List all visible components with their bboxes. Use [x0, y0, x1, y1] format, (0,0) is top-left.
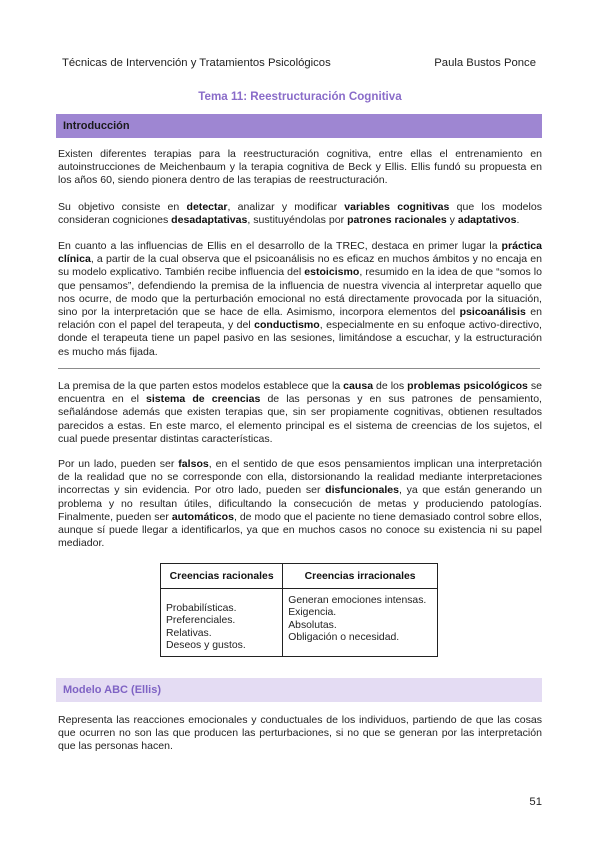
- text-run: En cuanto a las influencias de Ellis en el desarrollo de la TREC, destaca en primer lugar la: [58, 240, 502, 252]
- rational-beliefs-cell: [161, 589, 283, 657]
- list-item: Exigencia.: [288, 607, 337, 619]
- paragraph-3: [58, 240, 542, 359]
- bold-term: conductismo: [254, 319, 320, 332]
- bold-term: automáticos: [171, 510, 234, 523]
- list-item: Relativas.: [166, 627, 212, 639]
- bold-term: práctica clínica: [58, 240, 542, 266]
- section-abc-heading: [56, 678, 542, 702]
- list-item: Probabilísticas.: [166, 603, 237, 614]
- paragraph-6: [58, 714, 542, 754]
- text-run: se encuentra en el: [58, 380, 543, 406]
- table-header-row: [161, 564, 438, 589]
- bold-term: adaptativos: [457, 214, 517, 227]
- page-title: Tema 11: Reestructuración Cognitiva: [198, 90, 402, 103]
- text-run: Su objetivo consiste en: [58, 201, 187, 213]
- bold-term: estoicismo: [304, 266, 360, 279]
- text-run: , sustituyéndolas por: [247, 214, 348, 227]
- header-rational-beliefs: Creencias racionales: [161, 564, 283, 589]
- bold-term: variables cognitivas: [344, 201, 450, 213]
- section-abc-label: Modelo ABC (Ellis): [63, 684, 161, 696]
- bold-term: patrones racionales: [347, 214, 447, 227]
- header-author: Paula Bustos Ponce: [434, 57, 536, 69]
- text-run: Existen diferentes terapias para la reestructuración cognitiva, entre ellas el entrenamiento en autoinstrucciones de Meichenbaum y la terapia cognitiva de Beck y Ellis. Ellis fundó su propuesta en los años 60, siendo pionera dentro de las terapias de reestructuración.: [58, 148, 542, 187]
- text-run: , en el sentido de que esos pensamientos implican una interpretación de la realidad que no se corresponde con ella, distorsionando la realidad mediante interpretaciones incorrectas y sin evidencia. Por otro lado, pueden ser: [58, 458, 542, 497]
- list-item: Generan emociones intensas.: [288, 595, 427, 606]
- header-irrational-beliefs: Creencias irracionales: [283, 564, 438, 589]
- text-run: de los: [373, 380, 408, 392]
- text-run: y: [446, 214, 458, 227]
- paragraph-5: [58, 458, 542, 550]
- text-run: , analizar y modificar: [227, 201, 345, 213]
- bold-term: sistema de creencias: [146, 393, 261, 406]
- text-run: , a partir de la cual observa que el psicoanálisis no es eficaz en muchos ámbitos y no encaja en su modelo explicativo. También recibe influencia del: [58, 253, 542, 279]
- bold-term: desadaptativas: [171, 214, 248, 227]
- text-run: .: [516, 214, 520, 227]
- paragraph-2: [58, 201, 542, 227]
- bold-term: causa: [343, 380, 374, 392]
- list-item: Obligación o necesidad.: [288, 632, 400, 644]
- beliefs-table: [160, 563, 438, 657]
- bold-term: psicoanálisis: [459, 306, 526, 319]
- paragraph-1: [58, 148, 542, 188]
- header-course-title: Técnicas de Intervención y Tratamientos Psicológicos: [62, 57, 331, 69]
- bold-term: problemas psicológicos: [407, 380, 528, 392]
- text-run: Representa las reacciones emocionales y conductuales de los individuos, partiendo de que las cosas que ocurren no son las que producen las perturbaciones, si no que se generan por las interpretación que las personas hacen.: [58, 714, 542, 753]
- text-run: , ya que están generando un problema y no resultan útiles, dificultando la consecución de metas y produciendo patologías. Finalmente, pueden ser: [58, 484, 542, 523]
- text-run: que los modelos consideran cogniciones: [58, 201, 542, 227]
- paragraph-4: [58, 380, 542, 446]
- list-item: Absolutas.: [288, 619, 337, 631]
- bold-term: disfuncionales: [325, 484, 399, 497]
- text-run: , resumido en la idea de que “somos lo que pensamos”, defendiendo la premisa de la influencia de nuestra vivencia al interpretar aquello que nos ocurre, de modo que la perturbación emocional no está directamente provocada por la situación, sino por la interpretación que se hace de ella. Asimismo, incorpora elementos del: [58, 266, 543, 319]
- section-intro-heading: [56, 114, 542, 138]
- text-run: , especialmente en su enfoque activo-directivo, donde el terapeuta tiene un papel pasivo en las sesiones, limitándose a escuchar, y la estructuración es mucho más fijada.: [58, 319, 542, 358]
- text-run: en relación con el papel del terapeuta, y del: [58, 306, 542, 332]
- text-run: , de modo que el paciente no tiene demasiado control sobre ellos, aunque sí puede llegar a identificarlos, ya que en muchos casos no conoce su existencia ni su papel mediador.: [58, 510, 542, 550]
- irrational-beliefs-cell: [283, 589, 438, 657]
- table-row: [161, 589, 438, 657]
- bold-term: detectar: [186, 201, 228, 213]
- list-item: Preferenciales.: [166, 615, 236, 627]
- bold-term: falsos: [178, 458, 209, 470]
- text-run: Por un lado, pueden ser: [58, 458, 179, 470]
- section-intro-label: Introducción: [63, 120, 130, 132]
- section-divider: [58, 368, 540, 369]
- text-run: de las personas y en sus patrones de pensamiento, señalándose además que existen terapias que, sin ser propiamente cognitivas, obtienen resultados parecidos a estas. En este marco, el elemento principal es el sistema de creencias de los sujetos, el cual puede presentar distintas características.: [58, 393, 542, 445]
- page-number: 51: [529, 796, 542, 808]
- text-run: La premisa de la que parten estos modelos establece que la: [58, 380, 344, 392]
- list-item: Deseos y gustos.: [166, 640, 246, 652]
